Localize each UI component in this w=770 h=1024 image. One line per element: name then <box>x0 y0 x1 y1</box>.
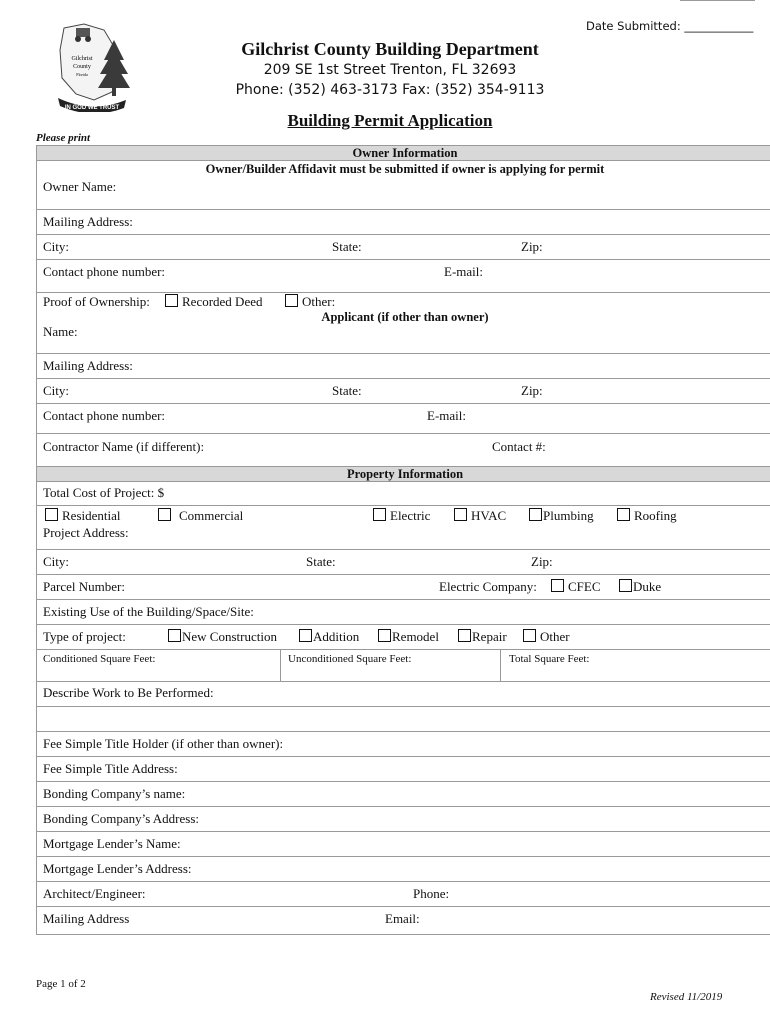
department-title: Gilchrist County Building Department <box>241 39 539 59</box>
hvac-checkbox[interactable] <box>454 508 467 521</box>
commercial-checkbox[interactable] <box>158 508 171 521</box>
bonding-address-field[interactable]: Bonding Company’s Address: <box>37 807 770 832</box>
fee-holder-field[interactable]: Fee Simple Title Holder (if other than owner): <box>37 732 770 757</box>
svg-text:Florida: Florida <box>76 72 88 77</box>
department-header <box>200 38 580 100</box>
svg-text:County: County <box>73 64 91 70</box>
applicant-phone-email[interactable]: Contact phone number: E-mail: <box>37 404 770 434</box>
date-submitted: Date Submitted: ____________ <box>586 19 754 33</box>
department-phone-fax: Phone: (352) 463-3173 Fax: (352) 354-9113 <box>235 82 545 98</box>
svg-text:IN GOD WE TRUST: IN GOD WE TRUST <box>64 105 120 111</box>
residential-checkbox[interactable] <box>45 508 58 521</box>
duke-checkbox[interactable] <box>619 579 632 592</box>
corner-rule <box>680 0 755 1</box>
architect-mailing-row[interactable]: Mailing Address Email: <box>43 911 420 926</box>
mortgage-address-field[interactable]: Mortgage Lender’s Address: <box>37 857 770 882</box>
plumbing-checkbox[interactable] <box>529 508 542 521</box>
other-ownership-checkbox[interactable] <box>285 294 298 307</box>
contractor-field[interactable]: Contractor Name (if different): Contact #: <box>37 434 770 467</box>
parcel-electric-row: Parcel Number: Electric Company: CFEC Duke <box>37 575 770 600</box>
owner-affidavit-note: Owner/Builder Affidavit must be submitted if owner is applying for permit <box>205 162 605 176</box>
square-feet-row <box>37 650 770 682</box>
page-number: Page 1 of 2 <box>36 978 86 990</box>
existing-use-field[interactable]: Existing Use of the Building/Space/Site: <box>37 600 770 625</box>
describe-work-blank-line[interactable] <box>37 707 770 732</box>
other-project-checkbox[interactable] <box>523 629 536 642</box>
project-address-field[interactable]: Project Address: <box>37 525 770 550</box>
owner-phone-email[interactable]: Contact phone number: E-mail: <box>37 260 770 293</box>
department-address: 209 SE 1st Street Trenton, FL 32693 <box>263 62 517 78</box>
total-sqft-field[interactable]: Total Square Feet: <box>509 653 590 665</box>
addition-checkbox[interactable] <box>299 629 312 642</box>
new-construction-checkbox[interactable] <box>168 629 181 642</box>
bonding-name-field[interactable]: Bonding Company’s name: <box>37 782 770 807</box>
svg-text:Gilchrist: Gilchrist <box>71 56 93 62</box>
permit-form <box>36 145 770 935</box>
applicant-city-state-zip[interactable]: City: State: Zip: <box>37 379 770 404</box>
roofing-checkbox[interactable] <box>617 508 630 521</box>
proof-of-ownership: Proof of Ownership: Recorded Deed Other: <box>43 294 336 309</box>
county-seal-logo <box>54 20 134 112</box>
property-section-header: Property Information <box>37 466 770 482</box>
please-print-note: Please print <box>36 132 91 144</box>
remodel-checkbox[interactable] <box>378 629 391 642</box>
owner-mailing-field[interactable]: Mailing Address: <box>37 210 770 235</box>
cfec-checkbox[interactable] <box>551 579 564 592</box>
electric-checkbox[interactable] <box>373 508 386 521</box>
applicant-name-field[interactable]: Name: <box>37 324 770 354</box>
fee-address-field[interactable]: Fee Simple Title Address: <box>37 757 770 782</box>
owner-name-field[interactable]: Owner Name: <box>37 177 770 210</box>
applicant-mailing-field[interactable]: Mailing Address: <box>37 354 770 379</box>
owner-section-header: Owner Information <box>37 146 770 161</box>
describe-work-field[interactable]: Describe Work to Be Performed: <box>37 682 770 707</box>
total-cost-field[interactable]: Total Cost of Project: $ <box>37 482 770 506</box>
unconditioned-sqft-field[interactable]: Unconditioned Square Feet: <box>288 653 412 665</box>
conditioned-sqft-field[interactable]: Conditioned Square Feet: <box>43 653 156 665</box>
mortgage-name-field[interactable]: Mortgage Lender’s Name: <box>37 832 770 857</box>
type-of-project-row: Type of project: New Construction Addition Remodel Repair Other <box>37 625 770 650</box>
recorded-deed-checkbox[interactable] <box>165 294 178 307</box>
owner-city-state-zip[interactable]: City: State: Zip: <box>37 235 770 260</box>
repair-checkbox[interactable] <box>458 629 471 642</box>
project-city-state-zip[interactable]: City: State: Zip: <box>37 550 770 575</box>
permit-type-row: Residential Commercial Electric HVAC Plumbing Roofing <box>37 506 770 525</box>
parcel-number-label: Parcel Number: <box>43 579 125 594</box>
revision-date: Revised 11/2019 <box>650 991 723 1003</box>
form-title: Building Permit Application <box>287 111 493 130</box>
applicant-section-header: Applicant (if other than owner) <box>321 310 489 324</box>
architect-row[interactable]: Architect/Engineer: Phone: <box>37 882 770 907</box>
